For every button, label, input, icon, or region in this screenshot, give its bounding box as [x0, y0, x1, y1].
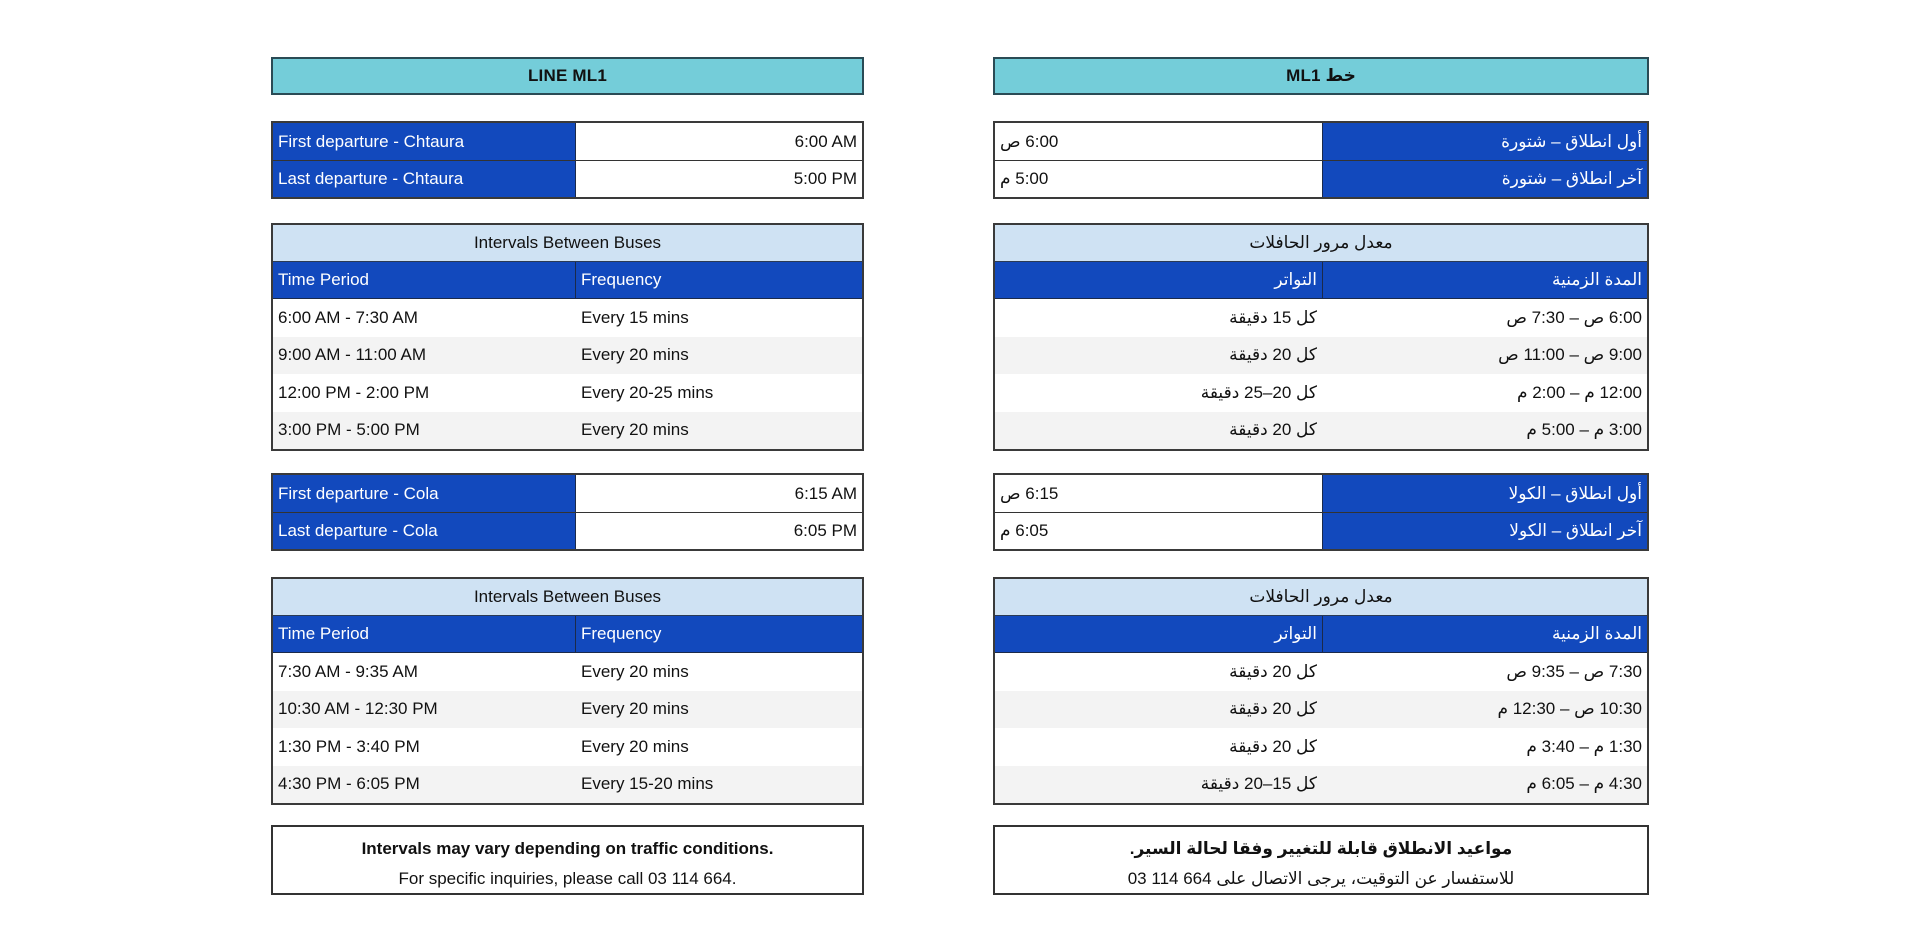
- time-period-cell: 1:30 م – 3:40 م: [1526, 736, 1642, 756]
- intervals-header-row: [273, 616, 862, 653]
- cola-departures-table-arabic: [993, 473, 1649, 551]
- table-row: [273, 412, 862, 450]
- first-departure-cola-value: 6:15 AM: [576, 475, 862, 512]
- time-period-cell: 3:00 م – 5:00 م: [1526, 420, 1642, 440]
- frequency-header: التواتر: [1274, 270, 1317, 289]
- frequency-cell: Every 20 mins: [581, 736, 689, 756]
- table-row: [995, 412, 1647, 450]
- table-row: [995, 374, 1647, 412]
- footer-notice-arabic: [993, 825, 1649, 895]
- table-row: [273, 653, 862, 691]
- time-period-header: المدة الزمنية: [1322, 262, 1647, 298]
- time-period-cell: 4:30 PM - 6:05 PM: [278, 774, 420, 794]
- time-period-cell: 6:00 AM - 7:30 AM: [278, 307, 418, 327]
- frequency-header: Frequency: [581, 270, 662, 289]
- time-period-cell: 1:30 PM - 3:40 PM: [278, 736, 420, 756]
- frequency-cell: Every 20 mins: [581, 420, 689, 440]
- intervals-title: Intervals Between Buses: [273, 579, 862, 616]
- line-title-arabic: خط ML1: [993, 57, 1649, 95]
- table-row: [273, 299, 862, 337]
- table-row: [995, 337, 1647, 375]
- footer-notice: [271, 825, 864, 895]
- last-departure-cola-value: 6:05 PM: [576, 513, 862, 549]
- time-period-cell: 7:30 ص – 9:35 ص: [1506, 661, 1642, 681]
- last-departure-cola-row: [273, 512, 862, 549]
- time-period-cell: 12:00 م – 2:00 م: [1516, 382, 1642, 402]
- time-period-header: Time Period: [273, 616, 576, 652]
- table-row: [273, 766, 862, 804]
- frequency-cell: Every 15 mins: [581, 307, 689, 327]
- time-period-cell: 4:30 م – 6:05 م: [1526, 774, 1642, 794]
- table-row: [273, 337, 862, 375]
- contact-info: For specific inquiries, please call 03 114 664.: [398, 869, 737, 888]
- table-row: [995, 728, 1647, 766]
- table-row: [273, 691, 862, 729]
- last-departure-chtaura-row: [995, 160, 1647, 197]
- table-row: [273, 728, 862, 766]
- intervals-title: معدل مرور الحافلات: [995, 225, 1647, 262]
- frequency-cell: كل 20 دقيقة: [1229, 420, 1317, 440]
- first-departure-cola-label: أول انطلاق – الكولا: [1322, 475, 1647, 512]
- time-period-cell: 7:30 AM - 9:35 AM: [278, 661, 418, 681]
- frequency-cell: Every 20 mins: [581, 345, 689, 365]
- first-departure-chtaura-label: أول انطلاق – شتورة: [1322, 123, 1647, 160]
- traffic-notice: Intervals may vary depending on traffic conditions.: [361, 839, 774, 858]
- frequency-cell: كل 20–25 دقيقة: [1200, 382, 1317, 402]
- intervals-table-cola: [271, 577, 864, 805]
- frequency-cell: Every 20-25 mins: [581, 382, 714, 402]
- frequency-cell: كل 15 دقيقة: [1229, 307, 1317, 327]
- last-departure-cola-label: آخر انطلاق – الكولا: [1322, 513, 1647, 549]
- table-row: [995, 691, 1647, 729]
- intervals-title: Intervals Between Buses: [273, 225, 862, 262]
- last-departure-chtaura-value: 5:00 PM: [576, 161, 862, 197]
- table-row: [273, 374, 862, 412]
- chtaura-departures-table-arabic: [993, 121, 1649, 199]
- chtaura-departures-table: [271, 121, 864, 199]
- time-period-cell: 10:30 ص – 12:30 م: [1497, 699, 1642, 719]
- last-departure-cola-row: [995, 512, 1647, 549]
- intervals-table-chtaura-arabic: [993, 223, 1649, 451]
- first-departure-chtaura-value: 6:00 ص: [995, 123, 1322, 160]
- time-period-header: المدة الزمنية: [1322, 616, 1647, 652]
- intervals-header-row: [995, 616, 1647, 653]
- last-departure-chtaura-label: Last departure - Chtaura: [273, 161, 576, 197]
- time-period-cell: 12:00 PM - 2:00 PM: [278, 382, 430, 402]
- first-departure-chtaura-row: [273, 123, 862, 160]
- intervals-title: معدل مرور الحافلات: [995, 579, 1647, 616]
- frequency-cell: Every 20 mins: [581, 661, 689, 681]
- frequency-cell: Every 15-20 mins: [581, 774, 714, 794]
- intervals-header-row: [273, 262, 862, 299]
- table-row: [995, 299, 1647, 337]
- traffic-notice: مواعيد الانطلاق قابلة للتغيير وفقا لحالة السير.: [1129, 839, 1513, 858]
- frequency-cell: كل 15–20 دقيقة: [1200, 774, 1317, 794]
- intervals-header-row: [995, 262, 1647, 299]
- intervals-table-chtaura: [271, 223, 864, 451]
- line-title: LINE ML1: [271, 57, 864, 95]
- frequency-cell: كل 20 دقيقة: [1229, 345, 1317, 365]
- frequency-header: Frequency: [581, 624, 662, 643]
- last-departure-chtaura-value: 5:00 م: [995, 161, 1322, 197]
- table-row: [995, 766, 1647, 804]
- first-departure-chtaura-label: First departure - Chtaura: [273, 123, 576, 160]
- first-departure-cola-row: [273, 475, 862, 512]
- last-departure-chtaura-row: [273, 160, 862, 197]
- last-departure-chtaura-label: آخر انطلاق – شتورة: [1322, 161, 1647, 197]
- time-period-cell: 9:00 ص – 11:00 ص: [1498, 345, 1642, 365]
- time-period-cell: 3:00 PM - 5:00 PM: [278, 420, 420, 440]
- time-period-cell: 9:00 AM - 11:00 AM: [278, 345, 427, 365]
- frequency-cell: كل 20 دقيقة: [1229, 661, 1317, 681]
- frequency-header: التواتر: [1274, 624, 1317, 643]
- time-period-header: Time Period: [273, 262, 576, 298]
- time-period-cell: 6:00 ص – 7:30 ص: [1506, 307, 1642, 327]
- first-departure-cola-value: 6:15 ص: [995, 475, 1322, 512]
- contact-info: للاستفسار عن التوقيت، يرجى الاتصال على 664 114 03: [1127, 869, 1515, 888]
- first-departure-chtaura-row: [995, 123, 1647, 160]
- last-departure-cola-value: 6:05 م: [995, 513, 1322, 549]
- frequency-cell: كل 20 دقيقة: [1229, 736, 1317, 756]
- last-departure-cola-label: Last departure - Cola: [273, 513, 576, 549]
- first-departure-chtaura-value: 6:00 AM: [576, 123, 862, 160]
- frequency-cell: كل 20 دقيقة: [1229, 699, 1317, 719]
- table-row: [995, 653, 1647, 691]
- cola-departures-table: [271, 473, 864, 551]
- frequency-cell: Every 20 mins: [581, 699, 689, 719]
- time-period-cell: 10:30 AM - 12:30 PM: [278, 699, 438, 719]
- intervals-table-cola-arabic: [993, 577, 1649, 805]
- first-departure-cola-label: First departure - Cola: [273, 475, 576, 512]
- first-departure-cola-row: [995, 475, 1647, 512]
